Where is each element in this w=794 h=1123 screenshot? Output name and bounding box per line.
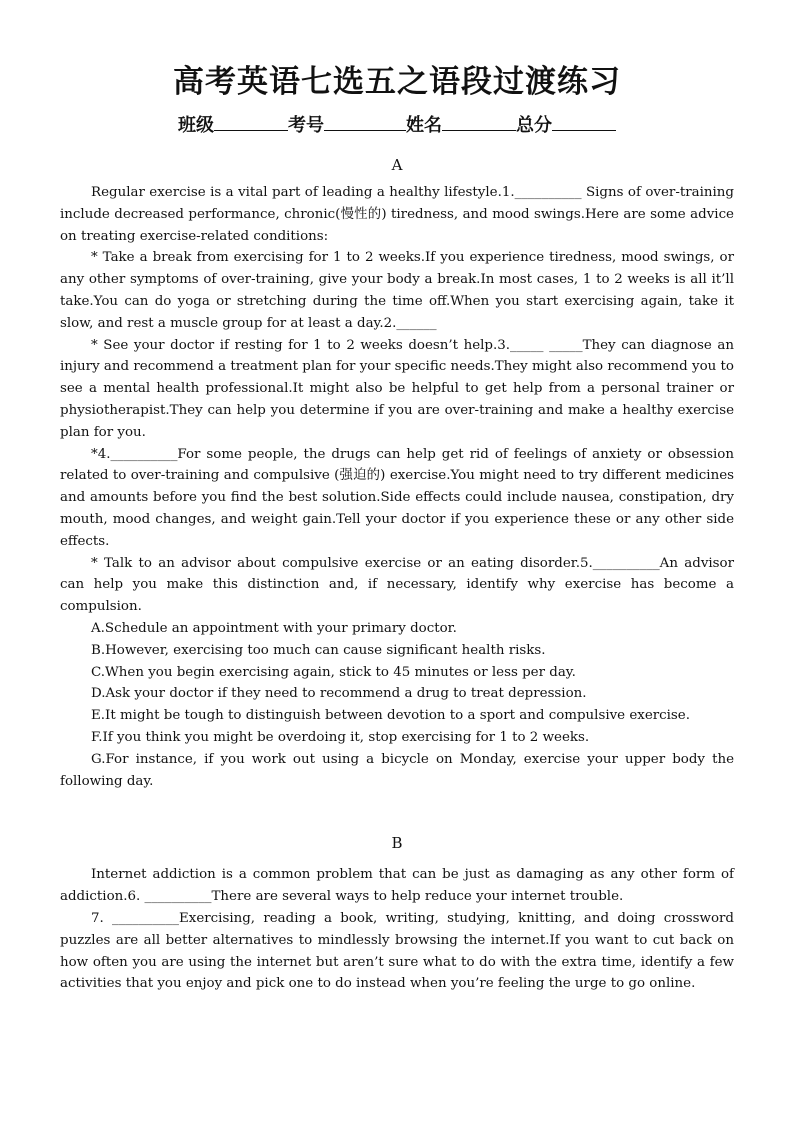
passage-paragraph: * Take a break from exercising for 1 to 2 weeks.If you experience tiredness, mood swings, or any other symptoms of over-training, give your body a break.In most cases, 1 to 2 weeks is all it’ll take.You can do yoga or stretching during the time off.When you start exercising again, take it slow, and rest a muscle group for at least a day.2.______ (60, 250, 734, 331)
section-a-options (60, 618, 734, 792)
passage-paragraph: * Talk to an advisor about compulsive exercise or an eating disorder.5.__________An advisor can help you make this distinction and, if necessary, identify why exercise has become a compulsion. (60, 555, 734, 615)
class-label: 班级 (178, 115, 214, 136)
option-d: D.Ask your doctor if they need to recommend a drug to treat depression. (91, 686, 587, 702)
page-title: 高考英语七选五之语段过渡练习 (173, 64, 621, 100)
exam-no-label: 考号 (288, 115, 324, 136)
score-label: 总分 (516, 115, 552, 136)
exam-no-blank[interactable] (324, 112, 406, 131)
passage-paragraph: Internet addiction is a common problem that can be just as damaging as any other form of addiction.6. __________There are several ways to help reduce your internet trouble. (60, 867, 734, 905)
section-a-heading: A (391, 156, 403, 174)
class-blank[interactable] (214, 112, 288, 131)
option-a: A.Schedule an appointment with your primary doctor. (91, 620, 457, 636)
section-b-passage (60, 864, 734, 995)
option-b: B.However, exercising too much can cause significant health risks. (91, 642, 546, 658)
name-label: 姓名 (406, 115, 442, 136)
passage-paragraph: 7. __________Exercising, reading a book, writing, studying, knitting, and doing crossword puzzles are all better alternatives to mindlessly browsing the internet.If you want to cut back on how often you are using the internet but aren’t sure what to do with the extra time, identify a few activities that you enjoy and pick one to do instead when you’re feeling the urge to go online. (60, 910, 734, 992)
worksheet-page (60, 62, 734, 995)
option-e: E.It might be tough to distinguish between devotion to a sport and compulsive exercise. (91, 708, 690, 724)
section-a-passage (60, 182, 734, 618)
score-blank[interactable] (552, 112, 616, 131)
passage-paragraph: *4.__________For some people, the drugs can help get rid of feelings of anxiety or obsession related to over-training and compulsive (强迫的) exercise.You might need to try different medicines and amounts before you find the best solution.Side effects could include nausea, constipation, dry mouth, mood changes, and weight gain.Tell your doctor if you experience these or any other side effects. (60, 446, 734, 549)
passage-paragraph: Regular exercise is a vital part of leading a healthy lifestyle.1.__________ Signs of over-training include decreased performance, chronic(慢性的) tiredness, and mood swings.Here are some advice on treating exercise-related conditions: (60, 185, 734, 244)
option-g: G.For instance, if you work out using a bicycle on Monday, exercise your upper body the following day. (60, 751, 734, 789)
section-b-heading: B (391, 834, 403, 853)
name-blank[interactable] (442, 112, 516, 131)
passage-paragraph: * See your doctor if resting for 1 to 2 weeks doesn’t help.3._____ _____They can diagnose an injury and recommend a treatment plan for your specific needs.They might also recommend you to see a mental health professional.It might also be helpful to get help from a personal trainer or physiotherapist.They can help you determine if you are over-training and make a healthy exercise plan for you. (60, 337, 734, 440)
option-f: F.If you think you might be overdoing it, stop exercising for 1 to 2 weeks. (91, 729, 590, 745)
student-info-line (60, 112, 734, 140)
option-c: C.When you begin exercising again, stick to 45 minutes or less per day. (91, 664, 576, 680)
